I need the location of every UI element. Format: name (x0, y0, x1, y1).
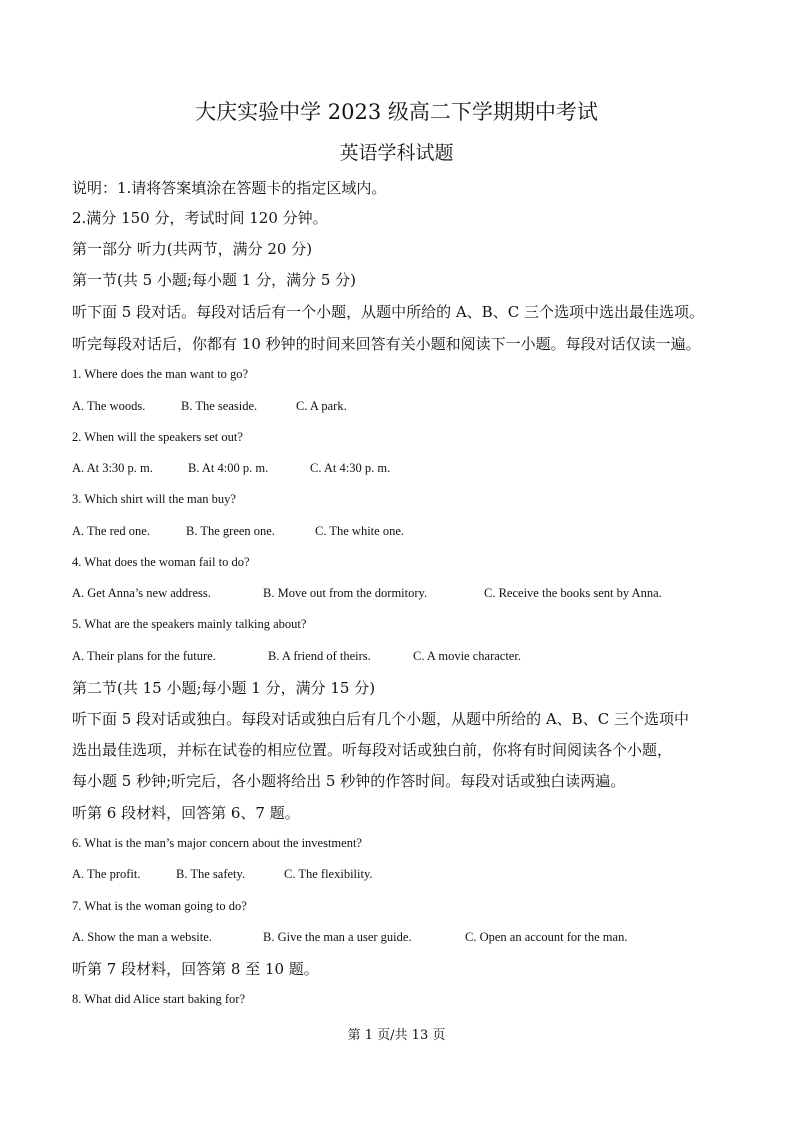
option-c: C. At 4:30 p. m. (310, 461, 391, 475)
note-line-2: 2.满分 150 分，考试时间 120 分钟。 (72, 209, 328, 227)
option-b: B. At 4:00 p. m. (188, 461, 269, 475)
option-b: B. The green one. (186, 524, 275, 538)
option-c: C. Open an account for the man. (465, 930, 628, 944)
options-row-1 (72, 398, 732, 414)
question-4: 4. What does the woman fail to do? (72, 555, 250, 569)
option-c: C. A movie character. (413, 649, 521, 663)
question-1: 1. Where does the man want to go? (72, 367, 249, 381)
option-c: C. The flexibility. (284, 867, 373, 881)
page-footer: 第 1 页/共 13 页 (347, 1028, 446, 1043)
option-c: C. The white one. (315, 524, 404, 538)
option-a: A. Show the man a website. (72, 930, 212, 944)
option-c: C. Receive the books sent by Anna. (484, 586, 662, 600)
question-3: 3. Which shirt will the man buy? (72, 492, 236, 506)
section1-instruction-2: 听完每段对话后，你都有 10 秒钟的时间来回答有关小题和阅读下一小题。每段对话仅读一遍。 (72, 335, 701, 353)
section2-instruction-3: 每小题 5 秒钟;听完后，各小题将给出 5 秒钟的作答时间。每段对话或独白读两遍。 (72, 772, 626, 790)
options-row-3 (72, 523, 732, 539)
material-7-heading: 听第 7 段材料，回答第 8 至 10 题。 (72, 960, 319, 978)
option-b: B. Move out from the dormitory. (263, 586, 428, 600)
question-5: 5. What are the speakers mainly talking about? (72, 617, 307, 631)
question-6: 6. What is the man’s major concern about the investment? (72, 836, 362, 850)
question-7: 7. What is the woman going to do? (72, 899, 247, 913)
options-row-7 (72, 929, 732, 945)
option-a: A. Get Anna’s new address. (72, 586, 211, 600)
options-row-5 (72, 648, 732, 664)
section1-instruction-1: 听下面 5 段对话。每段对话后有一个小题，从题中所给的 A、B、C 三个选项中选出最佳选项。 (72, 303, 704, 321)
question-8: 8. What did Alice start baking for? (72, 992, 245, 1006)
option-a: A. The profit. (72, 867, 141, 881)
option-c: C. A park. (296, 399, 347, 413)
option-a: A. Their plans for the future. (72, 649, 216, 663)
material-6-heading: 听第 6 段材料，回答第 6、7 题。 (72, 804, 300, 822)
question-2: 2. When will the speakers set out? (72, 430, 243, 444)
section2-instruction-1: 听下面 5 段对话或独白。每段对话或独白后有几个小题，从题中所给的 A、B、C 三个选项中 (72, 710, 689, 728)
option-a: A. At 3:30 p. m. (72, 461, 153, 475)
options-row-4 (72, 585, 732, 601)
options-row-6 (72, 866, 732, 882)
options-row-2 (72, 460, 732, 476)
option-b: B. Give the man a user guide. (263, 930, 412, 944)
section2-instruction-2: 选出最佳选项，并标在试卷的相应位置。听每段对话或独白前，你将有时间阅读各个小题， (72, 741, 673, 759)
option-b: B. The safety. (176, 867, 246, 881)
option-b: B. The seaside. (181, 399, 258, 413)
section2-heading: 第二节(共 15 小题;每小题 1 分，满分 15 分) (72, 679, 376, 697)
exam-subtitle: 英语学科试题 (339, 142, 454, 164)
part1-heading: 第一部分 听力(共两节，满分 20 分) (72, 240, 313, 258)
option-a: A. The woods. (72, 399, 146, 413)
option-b: B. A friend of theirs. (268, 649, 371, 663)
exam-title: 大庆实验中学 2023 级高二下学期期中考试 (195, 100, 598, 124)
note-line-1: 说明：1.请将答案填涂在答题卡的指定区域内。 (72, 179, 387, 197)
section1-heading: 第一节(共 5 小题;每小题 1 分，满分 5 分) (72, 271, 356, 289)
option-a: A. The red one. (72, 524, 150, 538)
